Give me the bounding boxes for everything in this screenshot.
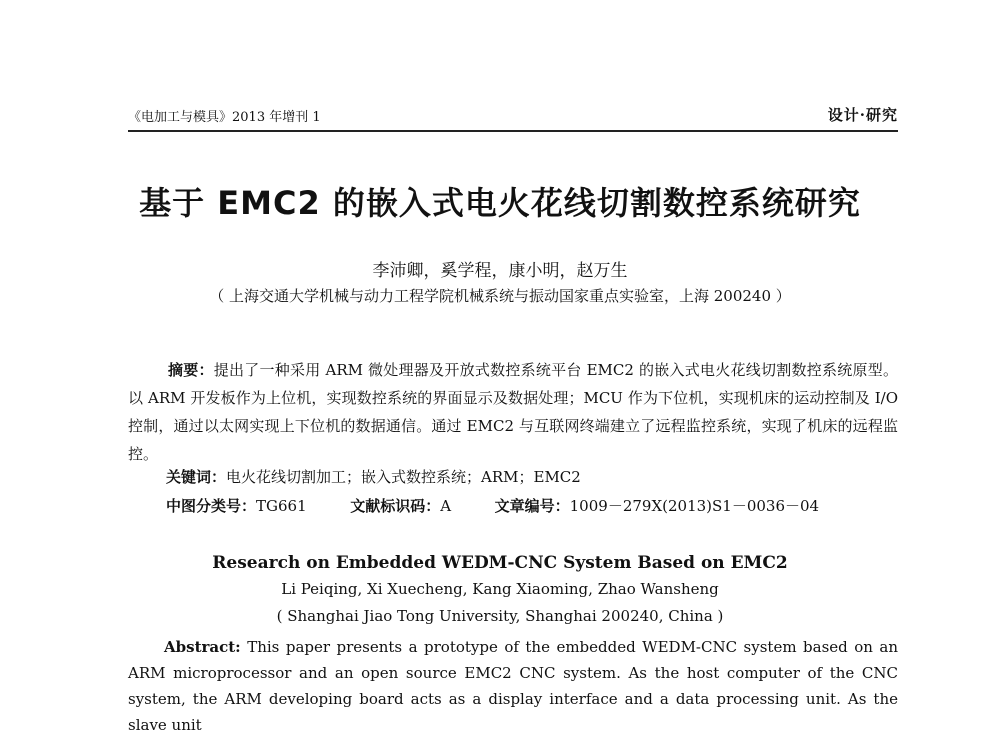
keywords-label: 关键词： — [166, 468, 227, 486]
journal-issue: 《电加工与模具》2013 年增刊 1 — [128, 110, 321, 125]
article-no-label: 文章编号： — [494, 497, 570, 515]
classification-line — [166, 495, 819, 516]
affiliation: （ 上海交通大学机械与动力工程学院机械系统与振动国家重点实验室，上海 200240 ） — [209, 287, 791, 305]
english-abstract — [128, 634, 898, 738]
english-affiliation: ( Shanghai Jiao Tong University, Shanghai 200240, China ) — [276, 607, 724, 625]
english-authors: Li Peiqing, Xi Xuecheng, Kang Xiaoming, Zhao Wansheng — [281, 580, 719, 598]
abstract-cn — [128, 356, 898, 468]
english-abstract-text: This paper presents a prototype of the embedded WEDM-CNC system based on an ARM microprocessor and an open source EMC2 CNC system. As the host computer of the CNC system, the ARM developing board acts as a display interface and a data processing unit. As the slave unit — [128, 638, 898, 734]
abstract-cn-text: 提出了一种采用 ARM 微处理器及开放式数控系统平台 EMC2 的嵌入式电火花线切割数控系统原型。以 ARM 开发板作为上位机，实现数控系统的界面显示及数据处理；MCU 作为下位机，实现机床的运动控制及 I/O 控制，通过以太网实现上下位机的数据通信。通过 EMC2 与互联网终端建立了远程监控系统，实现了机床的远程监控。 — [128, 361, 898, 463]
english-title: Research on Embedded WEDM-CNC System Based on EMC2 — [212, 553, 788, 573]
clc-label: 中图分类号： — [166, 497, 257, 515]
authors: 李沛卿，奚学程，康小明，赵万生 — [372, 261, 628, 281]
section-label: 设计·研究 — [827, 106, 898, 124]
doc-code-value: A — [440, 497, 452, 515]
clc-value: TG661 — [256, 497, 307, 515]
article-no-value: 1009－279X(2013)S1－0036－04 — [569, 497, 820, 515]
paper-title: 基于 EMC2 的嵌入式电火花线切割数控系统研究 — [139, 184, 861, 222]
header-rule — [128, 130, 898, 132]
keywords-text: 电火花线切割加工；嵌入式数控系统；ARM；EMC2 — [226, 468, 581, 486]
abstract-cn-label: 摘要： — [168, 361, 214, 379]
keywords — [166, 466, 581, 487]
running-header — [128, 104, 898, 126]
doc-code-label: 文献标识码： — [350, 497, 441, 515]
english-abstract-label: Abstract: — [164, 638, 241, 656]
